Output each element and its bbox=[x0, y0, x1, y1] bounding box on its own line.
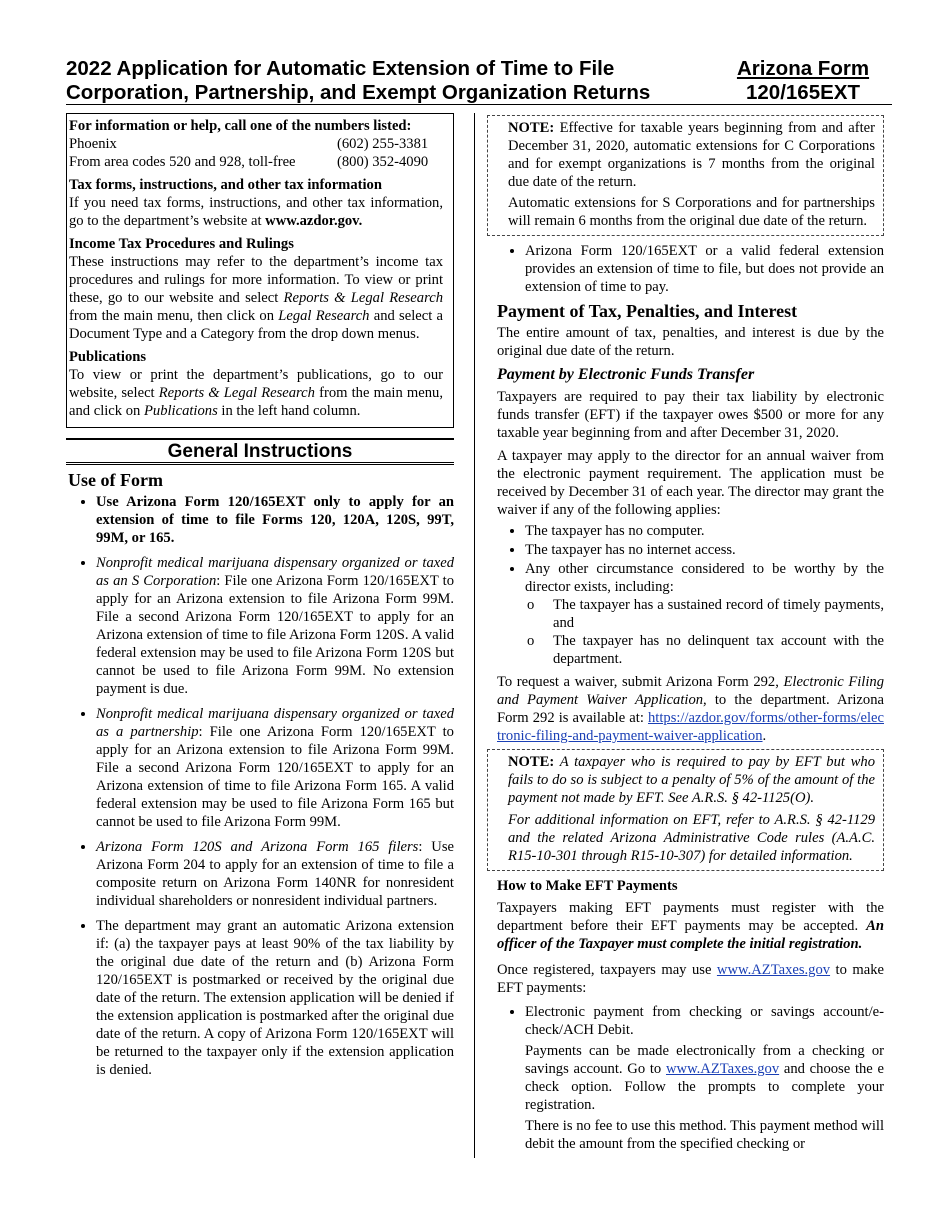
note-paragraph: Automatic extensions for S Corporations and for partnerships will remain 6 months from the original due date of the return. bbox=[508, 195, 875, 229]
help-heading: For information or help, call one of the numbers listed: bbox=[69, 118, 412, 134]
list-item bbox=[96, 554, 454, 698]
pubs-text: To view or print the department’s publications, go to our website, select bbox=[69, 367, 443, 401]
form-number-line2: 120/165EXT bbox=[746, 81, 860, 104]
list-item: • The department may grant an automatic Arizona extension if: (a) the taxpayer pays at least 90% of the tax liability by the original due date of the return and (b) Arizona Form 120/165EXT is postmarked or received by the original due date of the return. The extension application will be denied if the extension application is postmarked after the original due date of the return. A copy of Arizona Form 120/165EXT will be returned to the taxpayer only if the extension application is denied. bbox=[96, 917, 454, 1079]
use-of-form-list bbox=[66, 493, 454, 1079]
list-item: • The taxpayer has no internet access. bbox=[525, 541, 884, 559]
extension-bullet-list bbox=[487, 242, 884, 296]
waiver-text: To request a waiver, submit Arizona Form 292, bbox=[497, 674, 784, 690]
payment-paragraph: The entire amount of tax, penalties, and interest is due by the original due date of the return. bbox=[497, 325, 884, 359]
aztaxes-link[interactable]: www.AZTaxes.gov bbox=[716, 962, 831, 978]
pubs-em: Reports & Legal Research bbox=[158, 385, 315, 401]
list-item: • Arizona Form 120/165EXT or a valid federal extension provides an extension of time to file, but does not provide an extension of time to pay. bbox=[525, 242, 884, 296]
eft-heading: Payment by Electronic Funds Transfer bbox=[497, 366, 755, 383]
note-box-extensions bbox=[487, 115, 884, 236]
phone-row-phoenix bbox=[69, 135, 443, 153]
how-to-heading: How to Make EFT Payments bbox=[497, 878, 678, 894]
right-column bbox=[487, 115, 884, 1156]
note-paragraph bbox=[508, 119, 875, 191]
rulings-paragraph bbox=[69, 253, 443, 343]
list-item: • Use Arizona Form 120/165EXT only to apply for an extension of time to file Forms 120, 120A, 120S, 99T, 99M, or 165. bbox=[96, 493, 454, 547]
forms-paragraph bbox=[69, 194, 443, 230]
waiver-form-link[interactable]: https://azdor.gov/forms/other-forms/electronic-filing-and-payment-waiver-application bbox=[497, 710, 884, 744]
payment-heading: Payment of Tax, Penalties, and Interest bbox=[497, 301, 798, 321]
method-paragraph bbox=[525, 1042, 884, 1114]
pubs-text: in the left hand column. bbox=[217, 403, 361, 419]
note-text: A taxpayer who is required to pay by EFT but who fails to do so is subject to a penalty of 5% of the amount of the payment not made by EFT. See A.R.S. § 42-1125(O). bbox=[508, 754, 875, 806]
phone-number: (602) 255-3381 bbox=[337, 136, 429, 152]
forms-heading: Tax forms, instructions, and other tax information bbox=[69, 177, 382, 193]
note-paragraph bbox=[508, 753, 875, 807]
publications-paragraph bbox=[69, 366, 443, 420]
pubs-em: Publications bbox=[143, 403, 218, 419]
form-number bbox=[728, 57, 878, 105]
once-text: Once registered, taxpayers may use bbox=[497, 962, 717, 978]
item-text: : Use Arizona Form 204 to apply for an extension of time to file a composite return on Arizona Form 140NR for nonresident individual shareholders or nonresident individual partners. bbox=[96, 839, 454, 909]
general-instructions-heading: General Instructions bbox=[66, 438, 454, 465]
item-em: Arizona Form 120S and Arizona Form 165 filers bbox=[96, 839, 419, 855]
phone-label: Phoenix bbox=[69, 136, 117, 152]
how-text: Taxpayers making EFT payments must register with the department before their EFT payments may be accepted. bbox=[497, 900, 884, 934]
list-item bbox=[525, 1003, 884, 1153]
form-title bbox=[66, 57, 650, 105]
method-text: Payments can be made electronically from a checking or savings account. Go to bbox=[525, 1043, 884, 1077]
list-item bbox=[96, 838, 454, 910]
list-item bbox=[96, 705, 454, 831]
sublist-item: o The taxpayer has a sustained record of timely payments, and bbox=[553, 596, 884, 632]
sublist-item: o The taxpayer has no delinquent tax account with the department. bbox=[553, 632, 884, 668]
phone-label: From area codes 520 and 928, toll-free bbox=[69, 154, 296, 170]
rulings-em: Legal Research bbox=[278, 308, 370, 324]
payment-method-list bbox=[487, 1003, 884, 1153]
note-text: For additional information on EFT, refer to A.R.S. § 42-1129 and the related Arizona Administrative Code rules (A.A.C. R15-10-301 through R15-10-307) for detailed information. bbox=[508, 812, 875, 864]
waiver-sublist bbox=[525, 596, 884, 668]
how-text-emphasis: An officer of the Taxpayer must complete the initial registration. bbox=[497, 918, 884, 952]
form-number-line1: Arizona Form bbox=[736, 57, 870, 80]
waiver-request-paragraph: To request a waiver, submit Arizona Form 292, Electronic Filing and Payment Waiver Application, to the department. Arizona Form 292 is available at: https://azdor.gov/forms/other-forms/electronic-filing-and-payment-waiver-application. bbox=[497, 674, 884, 744]
method-text: and choose the e check option. Follow the prompts to complete your registration. bbox=[525, 1061, 885, 1113]
left-column bbox=[66, 113, 454, 1086]
form-title-line1: 2022 Application for Automatic Extension of Time to File bbox=[66, 57, 615, 80]
rulings-text: from the main menu, then click on bbox=[69, 308, 279, 324]
phone-number: (800) 352-4090 bbox=[337, 154, 429, 170]
publications-heading: Publications bbox=[69, 349, 147, 365]
list-item: • The taxpayer has no computer. bbox=[525, 522, 884, 540]
item-em: Nonprofit medical marijuana dispensary organized or taxed as an S Corporation bbox=[96, 555, 454, 589]
header-rule bbox=[66, 104, 892, 105]
item-em: Nonprofit medical marijuana dispensary organized or taxed as a partnership bbox=[96, 706, 454, 740]
rulings-heading: Income Tax Procedures and Rulings bbox=[69, 236, 294, 252]
waiver-text: , to the department. Arizona Form 292 is available at: bbox=[497, 692, 884, 726]
rulings-em: Reports & Legal Research bbox=[283, 290, 443, 306]
info-box bbox=[66, 113, 454, 428]
note-box-eft-penalty bbox=[487, 749, 884, 871]
note-label: NOTE: bbox=[508, 754, 555, 770]
aztaxes-link[interactable]: www.AZTaxes.gov bbox=[665, 1061, 780, 1077]
once-registered-paragraph bbox=[497, 961, 884, 997]
waiver-paragraph: A taxpayer may apply to the director for an annual waiver from the electronic payment requirement. The application must be received by December 31 of each year. The director may grant the waiver if any of the following applies: bbox=[497, 448, 884, 518]
method-paragraph: There is no fee to use this method. This payment method will debit the amount from the specified checking or bbox=[525, 1118, 884, 1152]
pubs-text: from the main menu, and click on bbox=[69, 385, 443, 419]
use-of-form-heading: Use of Form bbox=[68, 470, 163, 490]
note-label: NOTE: bbox=[508, 120, 555, 136]
website-link[interactable]: www.azdor.gov. bbox=[265, 213, 363, 229]
rulings-text: These instructions may refer to the department’s income tax procedures and rulings for more information. To view or print these, go to our website and select bbox=[69, 254, 443, 306]
rulings-text: and select a Document Type and a Category from the drop down menus. bbox=[69, 308, 443, 342]
eft-paragraph: Taxpayers are required to pay their tax liability by electronic funds transfer (EFT) if the taxpayer owes $500 or more for any taxable year beginning from and after December 31, 2020. bbox=[497, 389, 884, 441]
forms-text: If you need tax forms, instructions, and other tax information, go to the department’s website at bbox=[69, 195, 443, 229]
item-text: : File one Arizona Form 120/165EXT to apply for an Arizona extension to file Arizona Form 99M. File a second Arizona Form 120/165EXT to apply for an Arizona extension of time to file Arizona Form 165. A valid federal extension may be used to file Arizona Form 165 but cannot be used to file Arizona Form 99M. bbox=[96, 724, 454, 830]
column-divider bbox=[474, 113, 475, 1158]
how-to-paragraph bbox=[497, 899, 884, 953]
item-text: Electronic payment from checking or savings account/e-check/ACH Debit. bbox=[525, 1004, 884, 1038]
phone-row-tollfree bbox=[69, 153, 443, 171]
waiver-em: Electronic Filing and Payment Waiver Application bbox=[497, 674, 884, 708]
note-paragraph bbox=[508, 811, 875, 865]
waiver-list bbox=[487, 522, 884, 668]
item-text: : File one Arizona Form 120/165EXT to apply for an Arizona extension to file Arizona Form 99M. File a second Arizona Form 120/165EXT to apply for an Arizona extension of time to file Arizona Form 120S. A valid federal extension may be used to file Arizona Form 120S but cannot be used to file Arizona Form 99M. No extension payment is due. bbox=[96, 573, 454, 697]
list-item bbox=[525, 560, 884, 668]
once-text: to make EFT payments: bbox=[497, 962, 884, 996]
note-text: Effective for taxable years beginning from and after December 31, 2020, automatic extensions for C Corporations and for exempt organizations is 7 months from the original due date of the return. bbox=[508, 120, 875, 190]
item-text: Any other circumstance considered to be worthy by the director exists, including: bbox=[525, 561, 884, 595]
form-title-line2: Corporation, Partnership, and Exempt Organization Returns bbox=[66, 81, 651, 104]
